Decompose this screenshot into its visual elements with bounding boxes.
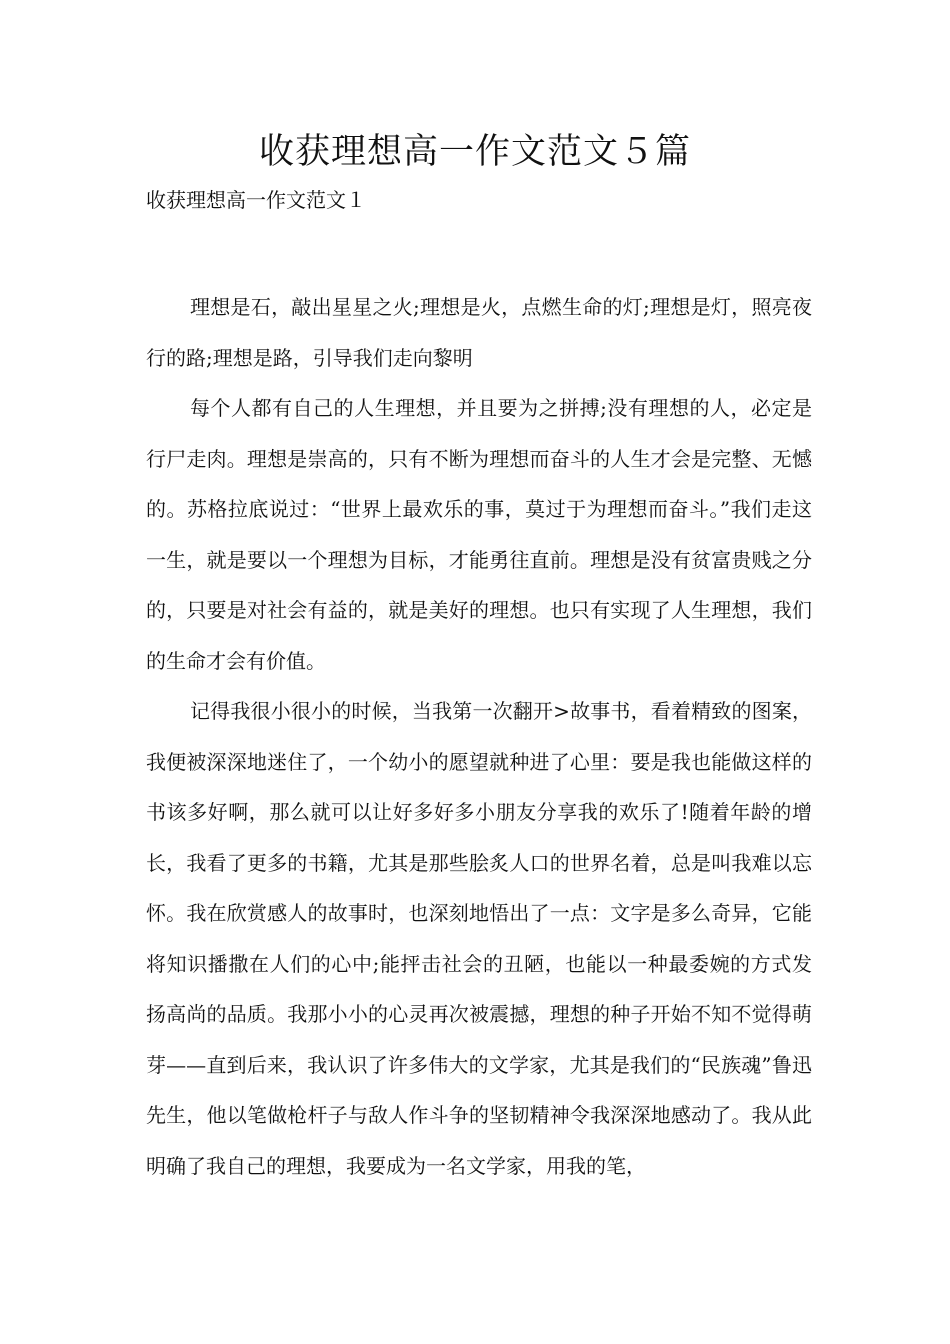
document-subtitle: 收获理想高一作文范文１	[146, 188, 366, 212]
document-title: 收获理想高一作文范文５篇	[258, 132, 691, 172]
paragraph: 每个人都有自己的人生理想，并且要为之拼搏;没有理想的人，必定是行尸走肉。理想是崇高的，只有不断为理想而奋斗的人生才会是完整、无憾的。苏格拉底说过：“世界上最欢乐的事，莫过于为理想而奋斗。”我们走这一生，就是要以一个理想为目标，才能勇往直前。理想是没有贫富贵贱之分的，只要是对社会有益的，就是美好的理想。也只有实现了人生理想，我们的生命才会有价值。	[146, 396, 812, 673]
document-body	[146, 282, 812, 1191]
paragraph: 记得我很小很小的时候，当我第一次翻开>故事书，看着精致的图案，我便被深深地迷住了，一个幼小的愿望就种进了心里：要是我也能做这样的书该多好啊，那么就可以让好多好多小朋友分享我的欢乐了!随着年龄的增长，我看了更多的书籍，尤其是那些脍炙人口的世界名着，总是叫我难以忘怀。我在欣赏感人的故事时，也深刻地悟出了一点：文字是多么奇异，它能将知识播撒在人们的心中;能抨击社会的丑陋，也能以一种最委婉的方式发扬高尚的品质。我那小小的心灵再次被震撼，理想的种子开始不知不觉得萌芽——直到后来，我认识了许多伟大的文学家，尤其是我们的“民族魂”鲁迅先生，他以笔做枪杆子与敌人作斗争的坚韧精神令我深深地感动了。我从此明确了我自己的理想，我要成为一名文学家，用我的笔，	[146, 699, 812, 1178]
paragraph: 理想是石，敲出星星之火;理想是火，点燃生命的灯;理想是灯，照亮夜行的路;理想是路，引导我们走向黎明	[146, 295, 812, 370]
